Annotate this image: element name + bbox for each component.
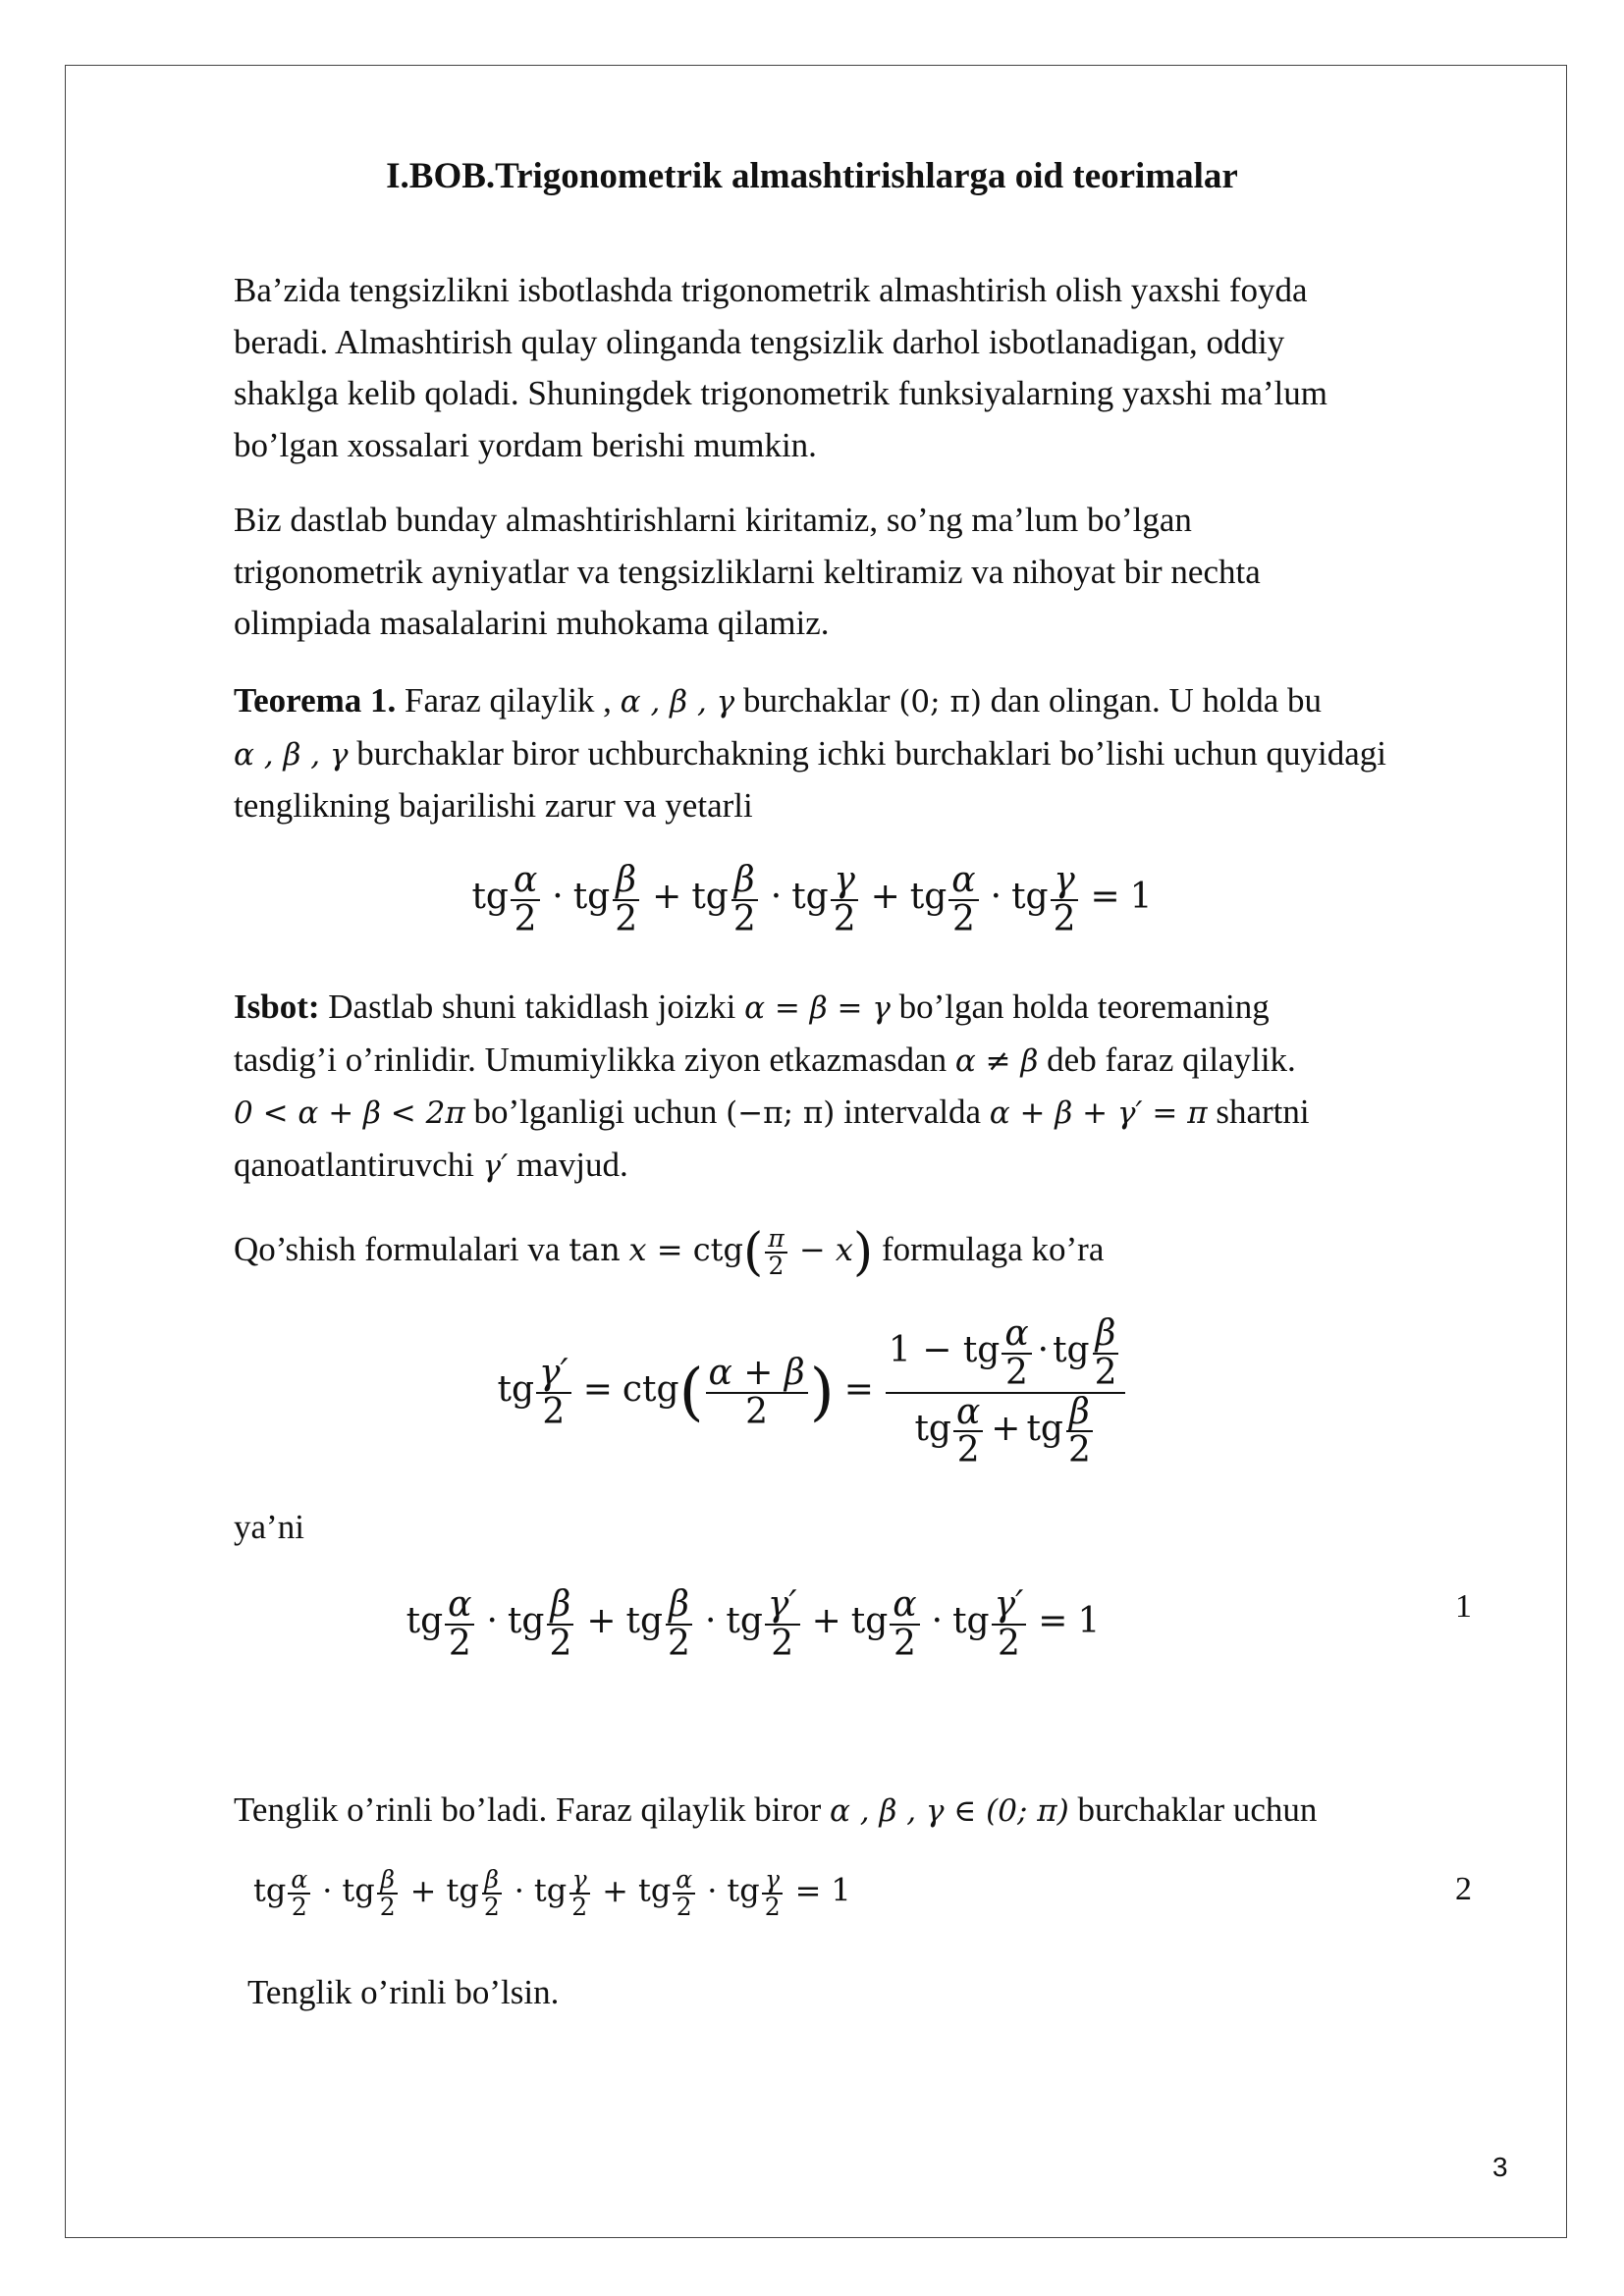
text-line: Isbot: Dastlab shuni takidlash joizki α = β = γ bo’lgan holda teoremaning xyxy=(234,988,1270,1026)
text-line: 0 < α + β < 2π bo’lganligi uchun (−π; π) intervalda α + β + γ′ = π shartni xyxy=(234,1093,1310,1131)
yani-text: ya’ni xyxy=(234,1508,304,1546)
math-inline: α , β , γ ∈ (0; π) xyxy=(829,1793,1069,1829)
equation-number: 2 xyxy=(1455,1871,1472,1907)
theorem-paragraph xyxy=(234,675,1530,832)
proof-paragraph xyxy=(234,982,1530,1192)
theorem-label: Teorema 1. xyxy=(234,681,397,720)
equation-number: 1 xyxy=(1455,1588,1472,1625)
math-inline: α , β , γ xyxy=(620,684,735,720)
text-line: bo’lgan xossalari yordam berishi mumkin. xyxy=(234,425,817,464)
equation-1: tg $\frac{\alpha}{2}$ · tg $\frac{\beta}{2}$ + tg $\frac{\beta}{2}$ · tg $\frac{\gamma'}{2}$ + tg $\frac{\alpha}{2}$ · tg $\frac{\gamma'}{2}$ = 1 xyxy=(406,1584,1101,1664)
text-line: tenglikning bajarilishi zarur va yetarli xyxy=(234,786,753,825)
text-line: Biz dastlab bunday almashtirishlarni kiritamiz, so’ng ma’lum bo’lgan xyxy=(234,501,1192,539)
proof-label: Isbot: xyxy=(234,988,320,1026)
text-line: Teorema 1. Faraz qilaylik , α , β , γ burchaklar (0; π) dan olingan. U holda bu xyxy=(234,681,1322,720)
math-inline: α , β , γ xyxy=(234,736,349,773)
equation-theorem: tg $\frac{\alpha}{2}$ · tg $\frac{\beta}{2}$ + tg $\frac{\beta}{2}$ · tg $\frac{\gamma}{2}$ + tg $\frac{\alpha}{2}$ · tg $\frac{\gamma}{2}$ = 1 xyxy=(471,860,1153,939)
math-inline: α + β + γ′ = π xyxy=(989,1095,1208,1131)
text-line: Ba’zida tengsizlikni isbotlashda trigonometrik almashtirish olish yaxshi foyda xyxy=(234,271,1308,309)
text-line: α , β , γ burchaklar biror uchburchakning ichki burchaklari bo’lishi uchun quyidagi xyxy=(234,733,1386,773)
tenglik-orinli-text: Tenglik o’rinli bo’lsin. xyxy=(247,1973,560,2011)
text-line: olimpiada masalalarini muhokama qilamiz. xyxy=(234,604,830,642)
tenglik-line: Tenglik o’rinli bo’ladi. Faraz qilaylik biror α , β , γ ∈ (0; π) burchaklar uchun xyxy=(234,1790,1318,1829)
text-line: tasdig’i o’rinlidir. Umumiylikka ziyon etkazmasdan α ≠ β deb faraz qilaylik. xyxy=(234,1040,1296,1079)
math-inline: 0 < α + β < 2π xyxy=(234,1095,465,1131)
equation-tg-gamma-prime: tg $\frac{\gamma'}{2}$ = ctg( $\frac{\alpha + \beta}{2}$ ) = 1 − tg $\frac{\alpha}{2}$ · tg $\frac{\beta}{2}$ tg $\frac{\alpha}{2}$ + tg $\frac{\beta}{2}$ xyxy=(0,1315,1624,1469)
text-line: beradi. Almashtirish qulay olinganda tengsizlik darhol isbotlanadigan, oddiy xyxy=(234,322,1285,361)
equation-2: tg $\frac{\alpha}{2}$ · tg $\frac{\beta}{2}$ + tg $\frac{\beta}{2}$ · tg $\frac{\gamma}{2}$ + tg $\frac{\alpha}{2}$ · tg $\frac{\gamma}{2}$ = 1 xyxy=(253,1865,851,1922)
math-inline: (0; π) xyxy=(898,684,982,720)
math-inline: γ′ xyxy=(482,1148,509,1184)
math-inline: (−π; π) xyxy=(726,1095,836,1131)
intro-paragraph xyxy=(234,265,1530,471)
addition-formula-line: Qo’shish formulalari va tan x = ctg( $\frac{\pi}{2}$ − x) formulaga ko’ra xyxy=(234,1222,1105,1282)
math-inline: α ≠ β xyxy=(954,1042,1039,1079)
text-line: qanoatlantiruvchi γ′ mavjud. xyxy=(234,1145,628,1184)
chapter-title: I.BOB.Trigonometrik almashtirishlarga oid teorimalar xyxy=(386,156,1238,196)
second-paragraph xyxy=(234,495,1530,650)
text-line: shaklga kelib qoladi. Shuningdek trigonometrik funksiyalarning yaxshi ma’lum xyxy=(234,374,1327,412)
text-line: trigonometrik ayniyatlar va tengsizliklarni keltiramiz va nihoyat bir nechta xyxy=(234,552,1261,591)
page-number: 3 xyxy=(1492,2152,1508,2182)
math-inline: α = β = γ xyxy=(744,990,891,1026)
